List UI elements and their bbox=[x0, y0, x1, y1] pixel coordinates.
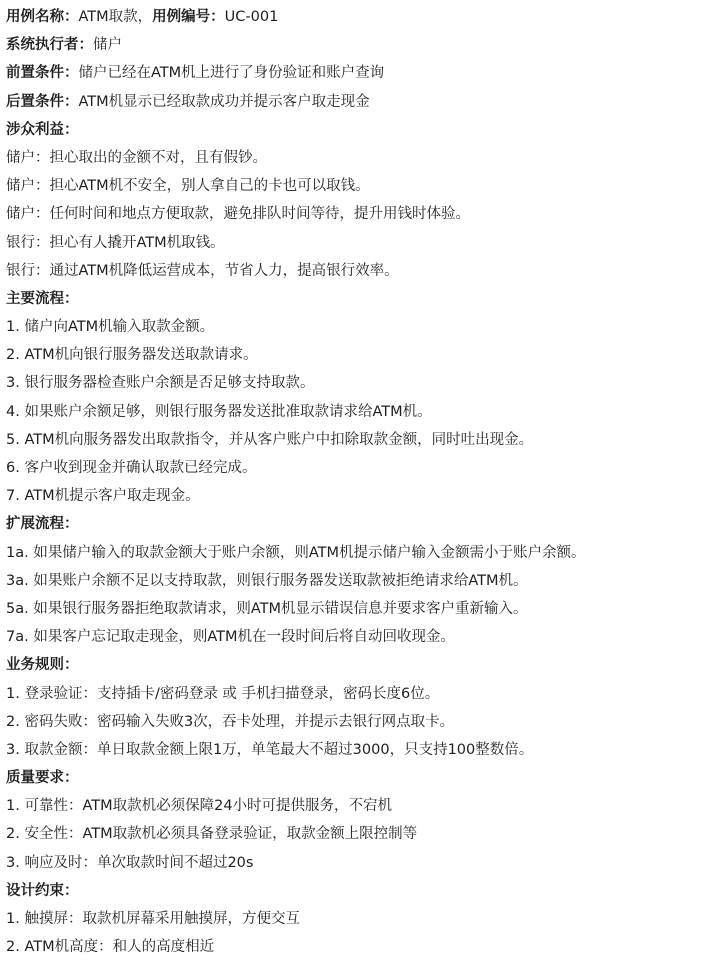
section-heading: 设计约束： bbox=[6, 882, 79, 899]
quality-heading bbox=[6, 764, 720, 792]
design-constraint-item: 2. ATM机高度：和人的高度相近 bbox=[6, 939, 215, 956]
business-rule-item: 1. 登录验证：支持插卡/密码登录 或 手机扫描登录，密码长度6位。 bbox=[6, 685, 440, 702]
business-rules-heading bbox=[6, 651, 720, 679]
section-heading: 业务规则： bbox=[6, 657, 79, 674]
actor-line bbox=[6, 31, 720, 59]
main-flow-step: 3. 银行服务器检查账户余额是否足够支持取款。 bbox=[6, 375, 315, 392]
stakeholder-heading bbox=[6, 116, 720, 144]
section-heading: 扩展流程： bbox=[6, 516, 79, 533]
document-body bbox=[0, 3, 720, 961]
business-rule-item: 2. 密码失败：密码输入失败3次，吞卡处理，并提示去银行网点取卡。 bbox=[6, 713, 455, 730]
use-case-name-value: ATM取款， bbox=[78, 9, 153, 25]
quality-item: 2. 安全性：ATM取款机必须具备登录验证，取款金额上限控制等 bbox=[6, 826, 418, 843]
precondition-label: 前置条件： bbox=[6, 65, 79, 82]
stakeholder-item: 储户：担心取出的金额不对，且有假钞。 bbox=[6, 149, 267, 166]
main-flow-step: 5. ATM机向服务器发出取款指令，并从客户账户中扣除取款金额，同时吐出现金。 bbox=[6, 431, 534, 448]
section-heading: 涉众利益： bbox=[6, 121, 79, 138]
use-case-id-value: UC-001 bbox=[224, 9, 279, 25]
postcondition-label: 后置条件： bbox=[6, 93, 79, 110]
stakeholder-item: 储户：任何时间和地点方便取款，避免排队时间等待，提升用钱时体验。 bbox=[6, 206, 470, 223]
postcondition-value: ATM机显示已经取款成功并提示客户取走现金 bbox=[78, 93, 370, 110]
main-flow-step: 6. 客户收到现金并确认取款已经完成。 bbox=[6, 460, 257, 476]
use-case-header-line bbox=[6, 3, 720, 31]
main-flow-step: 4. 如果账户余额足够，则银行服务器发送批准取款请求给ATM机。 bbox=[6, 403, 432, 420]
main-flow-heading bbox=[6, 285, 720, 313]
postcondition-line bbox=[6, 88, 720, 116]
precondition-line bbox=[6, 59, 720, 87]
extension-flow-step: 7a. 如果客户忘记取走现金，则ATM机在一段时间后将自动回收现金。 bbox=[6, 629, 455, 646]
stakeholder-item: 储户：担心ATM机不安全，别人拿自己的卡也可以取钱。 bbox=[6, 178, 370, 195]
extension-flow-step: 5a. 如果银行服务器拒绝取款请求，则ATM机显示错误信息并要求客户重新输入。 bbox=[6, 600, 528, 617]
stakeholder-item: 银行：通过ATM机降低运营成本，节省人力，提高银行效率。 bbox=[6, 262, 399, 279]
design-constraint-item: 1. 触摸屏：取款机屏幕采用触摸屏，方便交互 bbox=[6, 911, 300, 927]
main-flow-step: 7. ATM机提示客户取走现金。 bbox=[6, 488, 200, 505]
use-case-id-label: 用例编号： bbox=[152, 9, 225, 25]
use-case-name-label: 用例名称： bbox=[6, 9, 79, 25]
quality-item: 1. 可靠性：ATM取款机必须保障24小时可提供服务，不宕机 bbox=[6, 798, 393, 815]
extension-flow-heading bbox=[6, 510, 720, 538]
main-flow-step: 2. ATM机向银行服务器发送取款请求。 bbox=[6, 347, 258, 364]
actor-label: 系统执行者： bbox=[6, 37, 93, 54]
design-constraints-heading bbox=[6, 877, 720, 905]
precondition-value: 储户已经在ATM机上进行了身份验证和账户查询 bbox=[78, 65, 385, 82]
extension-flow-step: 1a. 如果储户输入的取款金额大于账户余额，则ATM机提示储户输入金额需小于账户余额。 bbox=[6, 544, 586, 561]
main-flow-step: 1. 储户向ATM机输入取款金额。 bbox=[6, 319, 215, 336]
actor-value: 储户 bbox=[93, 37, 122, 54]
quality-item: 3. 响应及时：单次取款时间不超过20s bbox=[6, 854, 254, 871]
stakeholder-item: 银行：担心有人撬开ATM机取钱。 bbox=[6, 234, 225, 251]
business-rule-item: 3. 取款金额：单日取款金额上限1万，单笔最大不超过3000，只支持100整数倍。 bbox=[6, 741, 534, 758]
section-heading: 质量要求： bbox=[6, 770, 79, 787]
extension-flow-step: 3a. 如果账户余额不足以支持取款，则银行服务器发送取款被拒绝请求给ATM机。 bbox=[6, 572, 528, 589]
section-heading: 主要流程： bbox=[6, 290, 79, 307]
